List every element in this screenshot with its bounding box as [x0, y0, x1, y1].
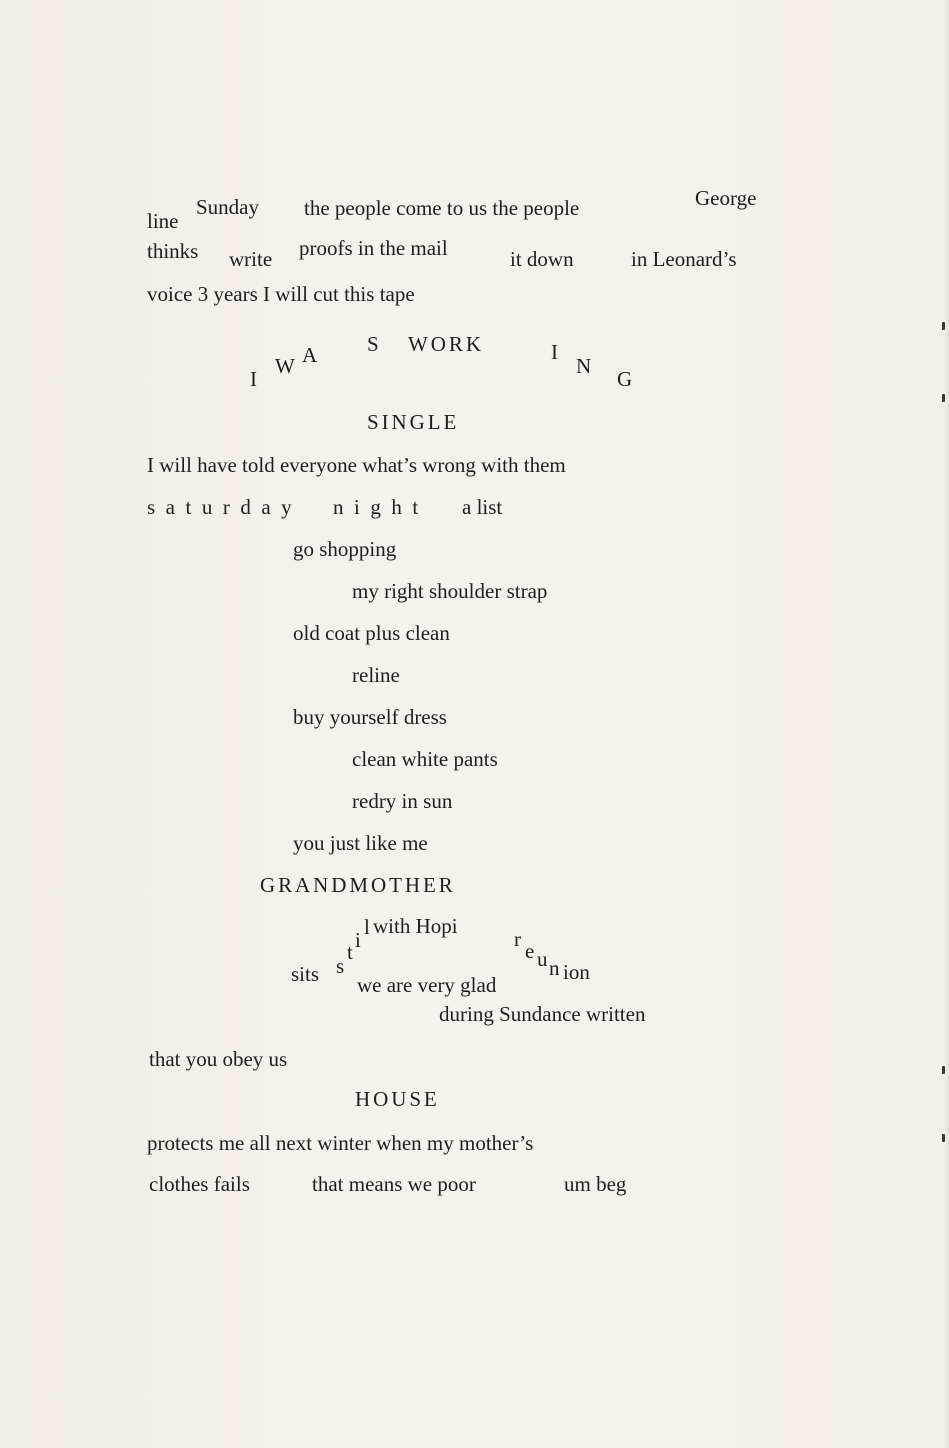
poem-line-14: we are very glad [357, 973, 497, 997]
phrase-um-beg: um beg [564, 1172, 627, 1196]
phrase-with-hopi: with Hopi [373, 914, 458, 938]
poem-line-7: my right shoulder strap [352, 579, 548, 603]
margin-mark [942, 322, 945, 330]
word-sunday: Sunday [196, 195, 259, 219]
poem-line-10: buy yourself dress [293, 705, 447, 729]
poem-line-16: that you obey us [149, 1047, 288, 1071]
word-work: WORK [408, 332, 484, 356]
letter-i2: I [551, 340, 558, 364]
page-edge-shadow [943, 0, 949, 1448]
letter-a: A [302, 343, 318, 367]
letter-w: W [275, 354, 295, 378]
poem-line-11: clean white pants [352, 747, 498, 771]
letter-n-reunion: n [549, 956, 560, 980]
letter-g: G [617, 367, 633, 391]
margin-mark [942, 1066, 945, 1074]
letter-r-reunion: r [514, 927, 521, 951]
poem-line-8: old coat plus clean [293, 621, 450, 645]
word-ion: ion [563, 960, 590, 984]
word-saturday: saturday [147, 495, 303, 519]
letter-t-still: t [347, 940, 353, 964]
poem-line-3: voice 3 years I will cut this tape [147, 282, 415, 306]
letter-i: I [250, 367, 257, 391]
word-single: SINGLE [367, 410, 460, 434]
word-house: HOUSE [355, 1087, 440, 1111]
margin-mark [942, 1134, 945, 1142]
word-sits: sits [291, 962, 320, 986]
letter-e-reunion: e [525, 939, 535, 963]
margin-mark [942, 394, 945, 402]
phrase-a-list: a list [462, 495, 503, 519]
poem-line-15: during Sundance written [439, 1002, 646, 1026]
letter-s-still: s [336, 954, 345, 978]
word-night: night [333, 495, 429, 519]
poem-line-4: I will have told everyone what’s wrong with them [147, 453, 566, 477]
phrase-clothes-fails: clothes fails [149, 1172, 250, 1196]
word-write: write [229, 247, 273, 271]
letter-i-still: i [355, 928, 361, 952]
letter-u-reunion: u [537, 947, 548, 971]
word-grandmother: GRANDMOTHER [260, 873, 456, 897]
phrase-people-come: the people come to us the people [304, 196, 580, 220]
word-line: line [147, 209, 179, 233]
phrase-we-poor: that means we poor [312, 1172, 476, 1196]
poem-line-17: protects me all next winter when my mother’s [147, 1131, 534, 1155]
word-george: George [695, 186, 757, 210]
poem-line-6: go shopping [293, 537, 397, 561]
letter-n: N [576, 354, 592, 378]
poem-line-13: you just like me [293, 831, 428, 855]
poem-line-9: reline [352, 663, 400, 687]
poem-line-12: redry in sun [352, 789, 453, 813]
letter-l-still: l [364, 915, 370, 939]
letter-s: S [367, 332, 379, 356]
phrase-it-down: it down [510, 247, 574, 271]
phrase-leonards: in Leonard’s [631, 247, 737, 271]
phrase-proofs: proofs in the mail [299, 236, 448, 260]
word-thinks: thinks [147, 239, 199, 263]
